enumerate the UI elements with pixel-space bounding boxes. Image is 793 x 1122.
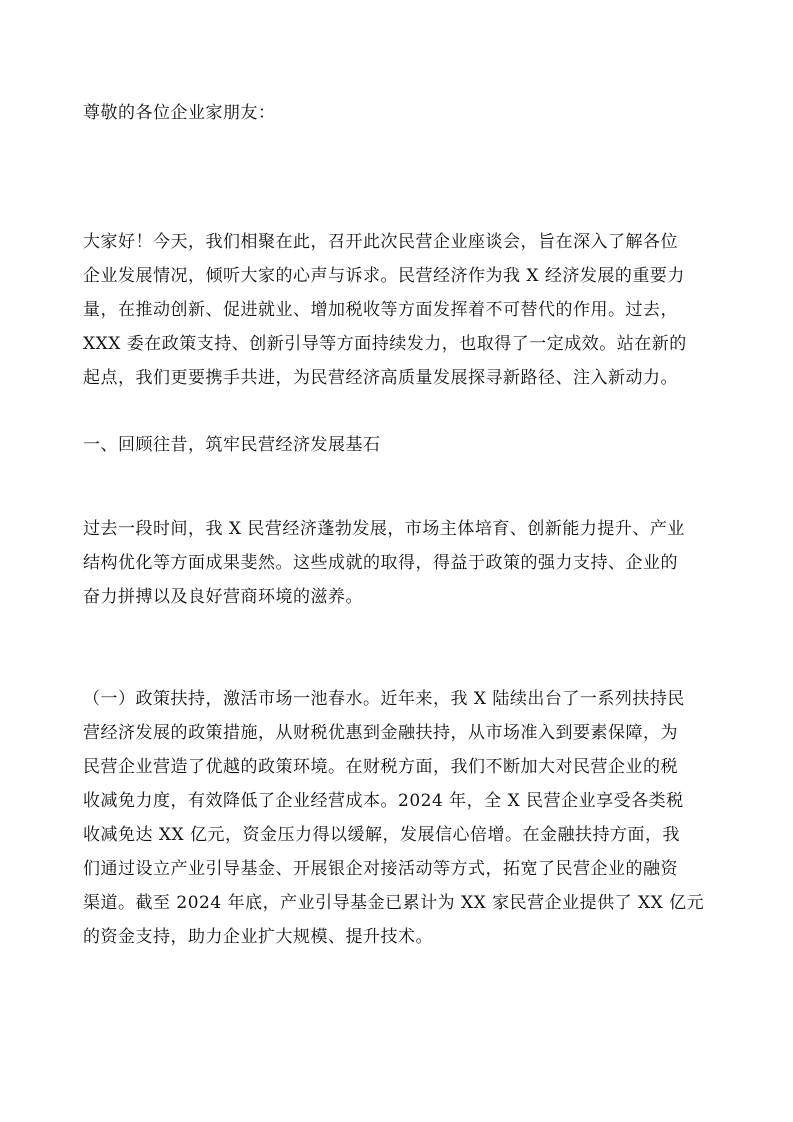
subsection-paragraph bbox=[83, 682, 719, 954]
greeting-paragraph bbox=[83, 96, 719, 130]
intro-line: 企业发展情况，倾听大家的心声与诉求。民营经济作为我 X 经济发展的重要力 bbox=[83, 266, 685, 286]
subsection-line: 渠道。截至 2024 年底，产业引导基金已累计为 XX 家民营企业提供了 XX 亿元 bbox=[83, 893, 705, 913]
subsection-line: 民营企业营造了优越的政策环境。在财税方面，我们不断加大对民营企业的税 bbox=[83, 757, 678, 777]
subsection-line: 营经济发展的政策措施，从财税优惠到金融扶持，从市场准入到要素保障，为 bbox=[83, 723, 678, 743]
section-line: 过去一段时间，我 X 民营经济蓬勃发展，市场主体培育、创新能力提升、产业 bbox=[83, 519, 685, 539]
section-line: 结构优化等方面成果斐然。这些成就的取得，得益于政策的强力支持、企业的 bbox=[83, 553, 678, 573]
intro-line: XXX 委在政策支持、创新引导等方面持续发力，也取得了一定成效。站在新的 bbox=[83, 334, 687, 354]
section-heading-text: 一、回顾往昔，筑牢民营经济发展基石 bbox=[83, 435, 381, 455]
subsection-line: （一）政策扶持，激活市场一池春水。近年来，我 X 陆续出台了一系列扶持民 bbox=[83, 689, 685, 709]
subsection-line: 的资金支持，助力企业扩大规模、提升技术。 bbox=[83, 927, 433, 947]
intro-line: 大家好！今天，我们相聚在此，召开此次民营企业座谈会，旨在深入了解各位 bbox=[83, 232, 678, 252]
section-line: 奋力拼搏以及良好营商环境的滋养。 bbox=[83, 587, 363, 607]
section-heading bbox=[83, 428, 719, 462]
intro-line: 量，在推动创新、促进就业、增加税收等方面发挥着不可替代的作用。过去， bbox=[83, 300, 678, 320]
subsection-line: 们通过设立产业引导基金、开展银企对接活动等方式，拓宽了民营企业的融资 bbox=[83, 859, 678, 879]
intro-line: 起点，我们更要携手共进，为民营经济高质量发展探寻新路径、注入新动力。 bbox=[83, 368, 678, 388]
intro-paragraph bbox=[83, 225, 719, 395]
subsection-line: 收减免力度，有效降低了企业经营成本。2024 年，全 X 民营企业享受各类税 bbox=[83, 791, 684, 811]
subsection-line: 收减免达 XX 亿元，资金压力得以缓解，发展信心倍增。在金融扶持方面，我 bbox=[83, 825, 681, 845]
greeting-line: 尊敬的各位企业家朋友： bbox=[83, 103, 276, 123]
section-paragraph bbox=[83, 512, 719, 614]
